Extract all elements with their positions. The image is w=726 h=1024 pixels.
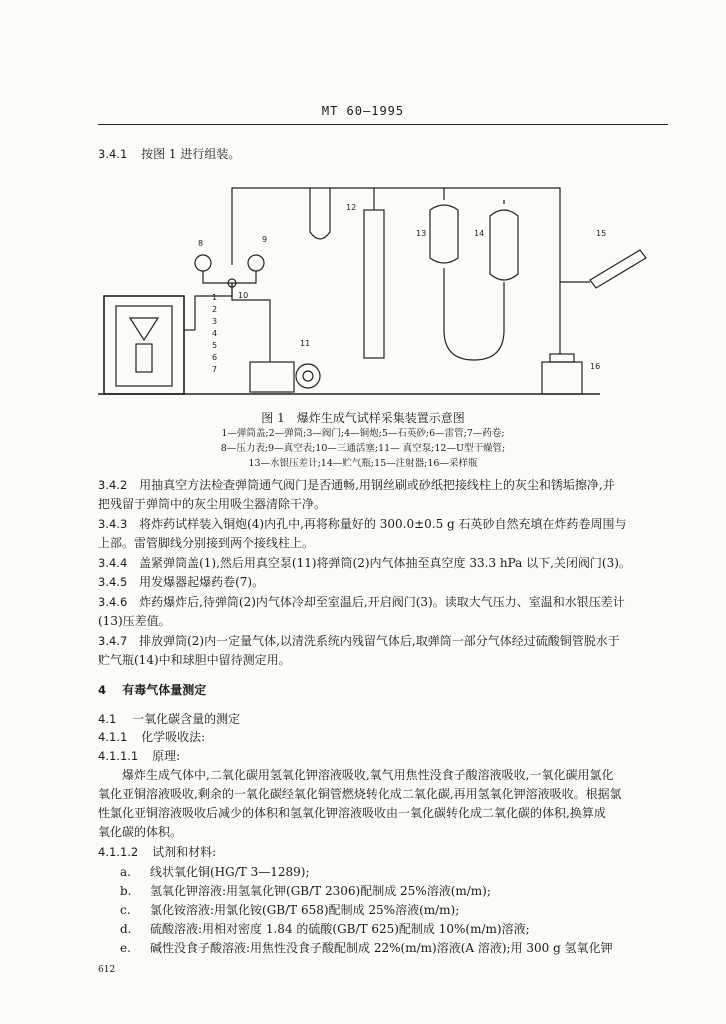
item-text: 线状氧化铜(HG/T 3—1289); [150,865,310,879]
reservoir-link [444,268,504,360]
heading-title: 化学吸收法: [141,730,206,744]
item-marker: c. [120,903,131,917]
clause-3-4-7 [98,634,620,648]
u-tube-12 [310,188,330,239]
page-header: MT 60—1995 [321,104,405,118]
pump-wheel [296,364,320,388]
fig-label-10: 10 [238,291,249,300]
fig-label-7: 7 [212,365,218,374]
clause-number: 3.4.1 [98,147,128,161]
clause-3-4-3 [98,517,627,531]
fig-label-12: 12 [346,203,357,212]
item-text: 硫酸溶液:用相对密度 1.84 的硫酸(GB/T 625)配制成 10%(m/m)溶液; [150,922,530,936]
clause-text: 盖紧弹筒盖(1),然后用真空泵(11)将弹筒(2)内气体抽至真空度 33.3 hPa 以下,关闭阀门(3)。 [139,556,631,570]
fig-label-11: 11 [300,339,311,348]
pressure-gauge-8 [195,255,211,271]
principle-line: 氧化碳的体积。 [98,825,183,839]
fig-label-16: 16 [590,362,601,371]
item-text: 碱性没食子酸溶液:用焦性没食子酸配制成 22%(m/m)溶液(A 溶液);用 300 g 氢氧化钾 [150,941,613,955]
figure-legend-line: 13—水银压差计;14—贮气瓶;15—注射器;16—采样瓶 [248,458,478,469]
syringe-15 [590,250,646,288]
fig-label-14: 14 [474,229,485,238]
figure-legend-line: 8—压力表;9—真空表;10—三通活塞;11— 真空泵;12—U型干燥管; [220,443,506,454]
heading-4-1-1-1 [98,749,180,763]
clause-number: 3.4.5 [98,575,128,589]
reagent-item [120,903,460,917]
clause-text: 用发爆器起爆药卷(7)。 [139,575,265,589]
clause-number: 3.4.4 [98,556,128,570]
bottle-neck [550,354,574,362]
clause-3-4-4 [98,556,631,570]
section-title: 有毒气体量测定 [122,683,207,697]
clause-number: 3.4.7 [98,634,128,648]
fig-label-4: 4 [212,329,218,338]
apparatus-diagram [0,0,726,460]
heading-4-1 [98,712,240,726]
sampling-bottle-16 [542,362,582,394]
heading-number: 4.1 [98,712,117,726]
heading-number: 4.1.1 [98,730,128,744]
heading-title: 原理: [152,749,181,763]
clause-number: 3.4.2 [98,478,128,492]
copper-mortar [136,344,152,372]
principle-line: 爆炸生成气体中,二氧化碳用氢氧化钾溶液吸收,氧气用焦性没食子酸溶液吸收,一氧化碳用氯化 [122,768,614,782]
fig-label-15: 15 [596,229,607,238]
clause-text: 将炸药试样装入铜炮(4)内孔中,再将称量好的 300.0±0.5 g 石英砂自然充填在炸药卷周围与 [139,517,627,531]
fig-label-5: 5 [212,341,218,350]
fig-label-9: 9 [262,235,268,244]
section-number: 4 [98,683,107,697]
clause-number: 3.4.6 [98,595,128,609]
gas-pipe-top [232,188,560,265]
clause-text: 贮气瓶(14)中和球胆中留待测定用。 [98,653,291,667]
clause-text: (13)压差值。 [98,614,171,628]
item-text: 氢氧化钾溶液:用氢氧化钾(GB/T 2306)配制成 25%溶液(m/m); [150,884,491,898]
clause-3-4-2 [98,478,615,492]
gas-reservoir-14 [430,205,458,263]
clause-text: 炸药爆炸后,待弹筒(2)内气体冷却至室温后,开启阀门(3)。读取大气压力、室温和水银压差计 [139,595,625,609]
figure-labels [198,203,606,374]
fig-label-13: 13 [416,229,427,238]
page-number: 612 [98,965,116,975]
figure-legend-line: 1—弹筒盖;2—弹筒;3—阀门;4—铜炮;5—石英砂;6—雷管;7—药卷; [221,428,505,439]
item-marker: e. [120,941,131,955]
item-marker: d. [120,922,132,936]
manometer-13 [364,210,384,358]
principle-line: 氧化亚铜溶液吸收,剩余的一氧化碳经氧化铜管燃烧转化成二氧化碳,再用氢氧化钾溶液吸收。根据氯 [98,787,622,801]
item-marker: a. [120,865,131,879]
reagent-item [120,941,613,955]
heading-number: 4.1.1.1 [98,749,139,763]
balance-bottle [490,210,518,280]
fig-label-2: 2 [212,305,218,314]
clause-text: 上部。雷管脚线分别接到两个接线柱上。 [98,536,315,550]
vacuum-pump-11 [250,362,294,392]
bomb-cone [130,318,158,340]
section-4-heading [98,683,206,697]
fig-label-6: 6 [212,353,218,362]
reagent-item [120,865,310,879]
fig-label-8: 8 [198,239,204,248]
fig-label-3: 3 [212,317,218,326]
clause-3-4-6 [98,595,625,609]
clause-text: 按图 1 进行组装。 [141,147,241,161]
principle-line: 性氯化亚铜溶液吸收后减少的体积和氢氧化钾溶液吸收由一氧化碳转化成二氧化碳的体积,换算成 [98,806,606,820]
heading-4-1-1 [98,730,205,744]
heading-title: 试剂和材料: [152,845,217,859]
fig-label-1: 1 [212,293,218,302]
item-text: 氯化铵溶液:用氯化铵(GB/T 658)配制成 25%溶液(m/m); [150,903,460,917]
reagent-item [120,884,491,898]
figure-title: 图 1 爆炸生成气试样采集装置示意图 [261,411,465,425]
clause-3-4-5 [98,575,264,589]
clause-number: 3.4.3 [98,517,128,531]
heading-title: 一氧化碳含量的测定 [132,712,241,726]
heading-4-1-1-2 [98,845,216,859]
heading-number: 4.1.1.2 [98,845,139,859]
item-marker: b. [120,884,132,898]
vacuum-gauge-9 [248,255,264,271]
clause-text: 排放弹筒(2)内一定量气体,以清洗系统内残留气体后,取弹筒一部分气体经过硫酸铜管脱水于 [139,634,620,648]
reagent-item [120,922,530,936]
clause-text: 把残留于弹筒中的灰尘用吸尘器清除干净。 [98,497,327,511]
clause-text: 用抽真空方法检查弹筒通气阀门是否通畅,用钢丝刷或砂纸把接线柱上的灰尘和锈垢擦净,并 [139,478,615,492]
gauge-line [203,271,256,283]
